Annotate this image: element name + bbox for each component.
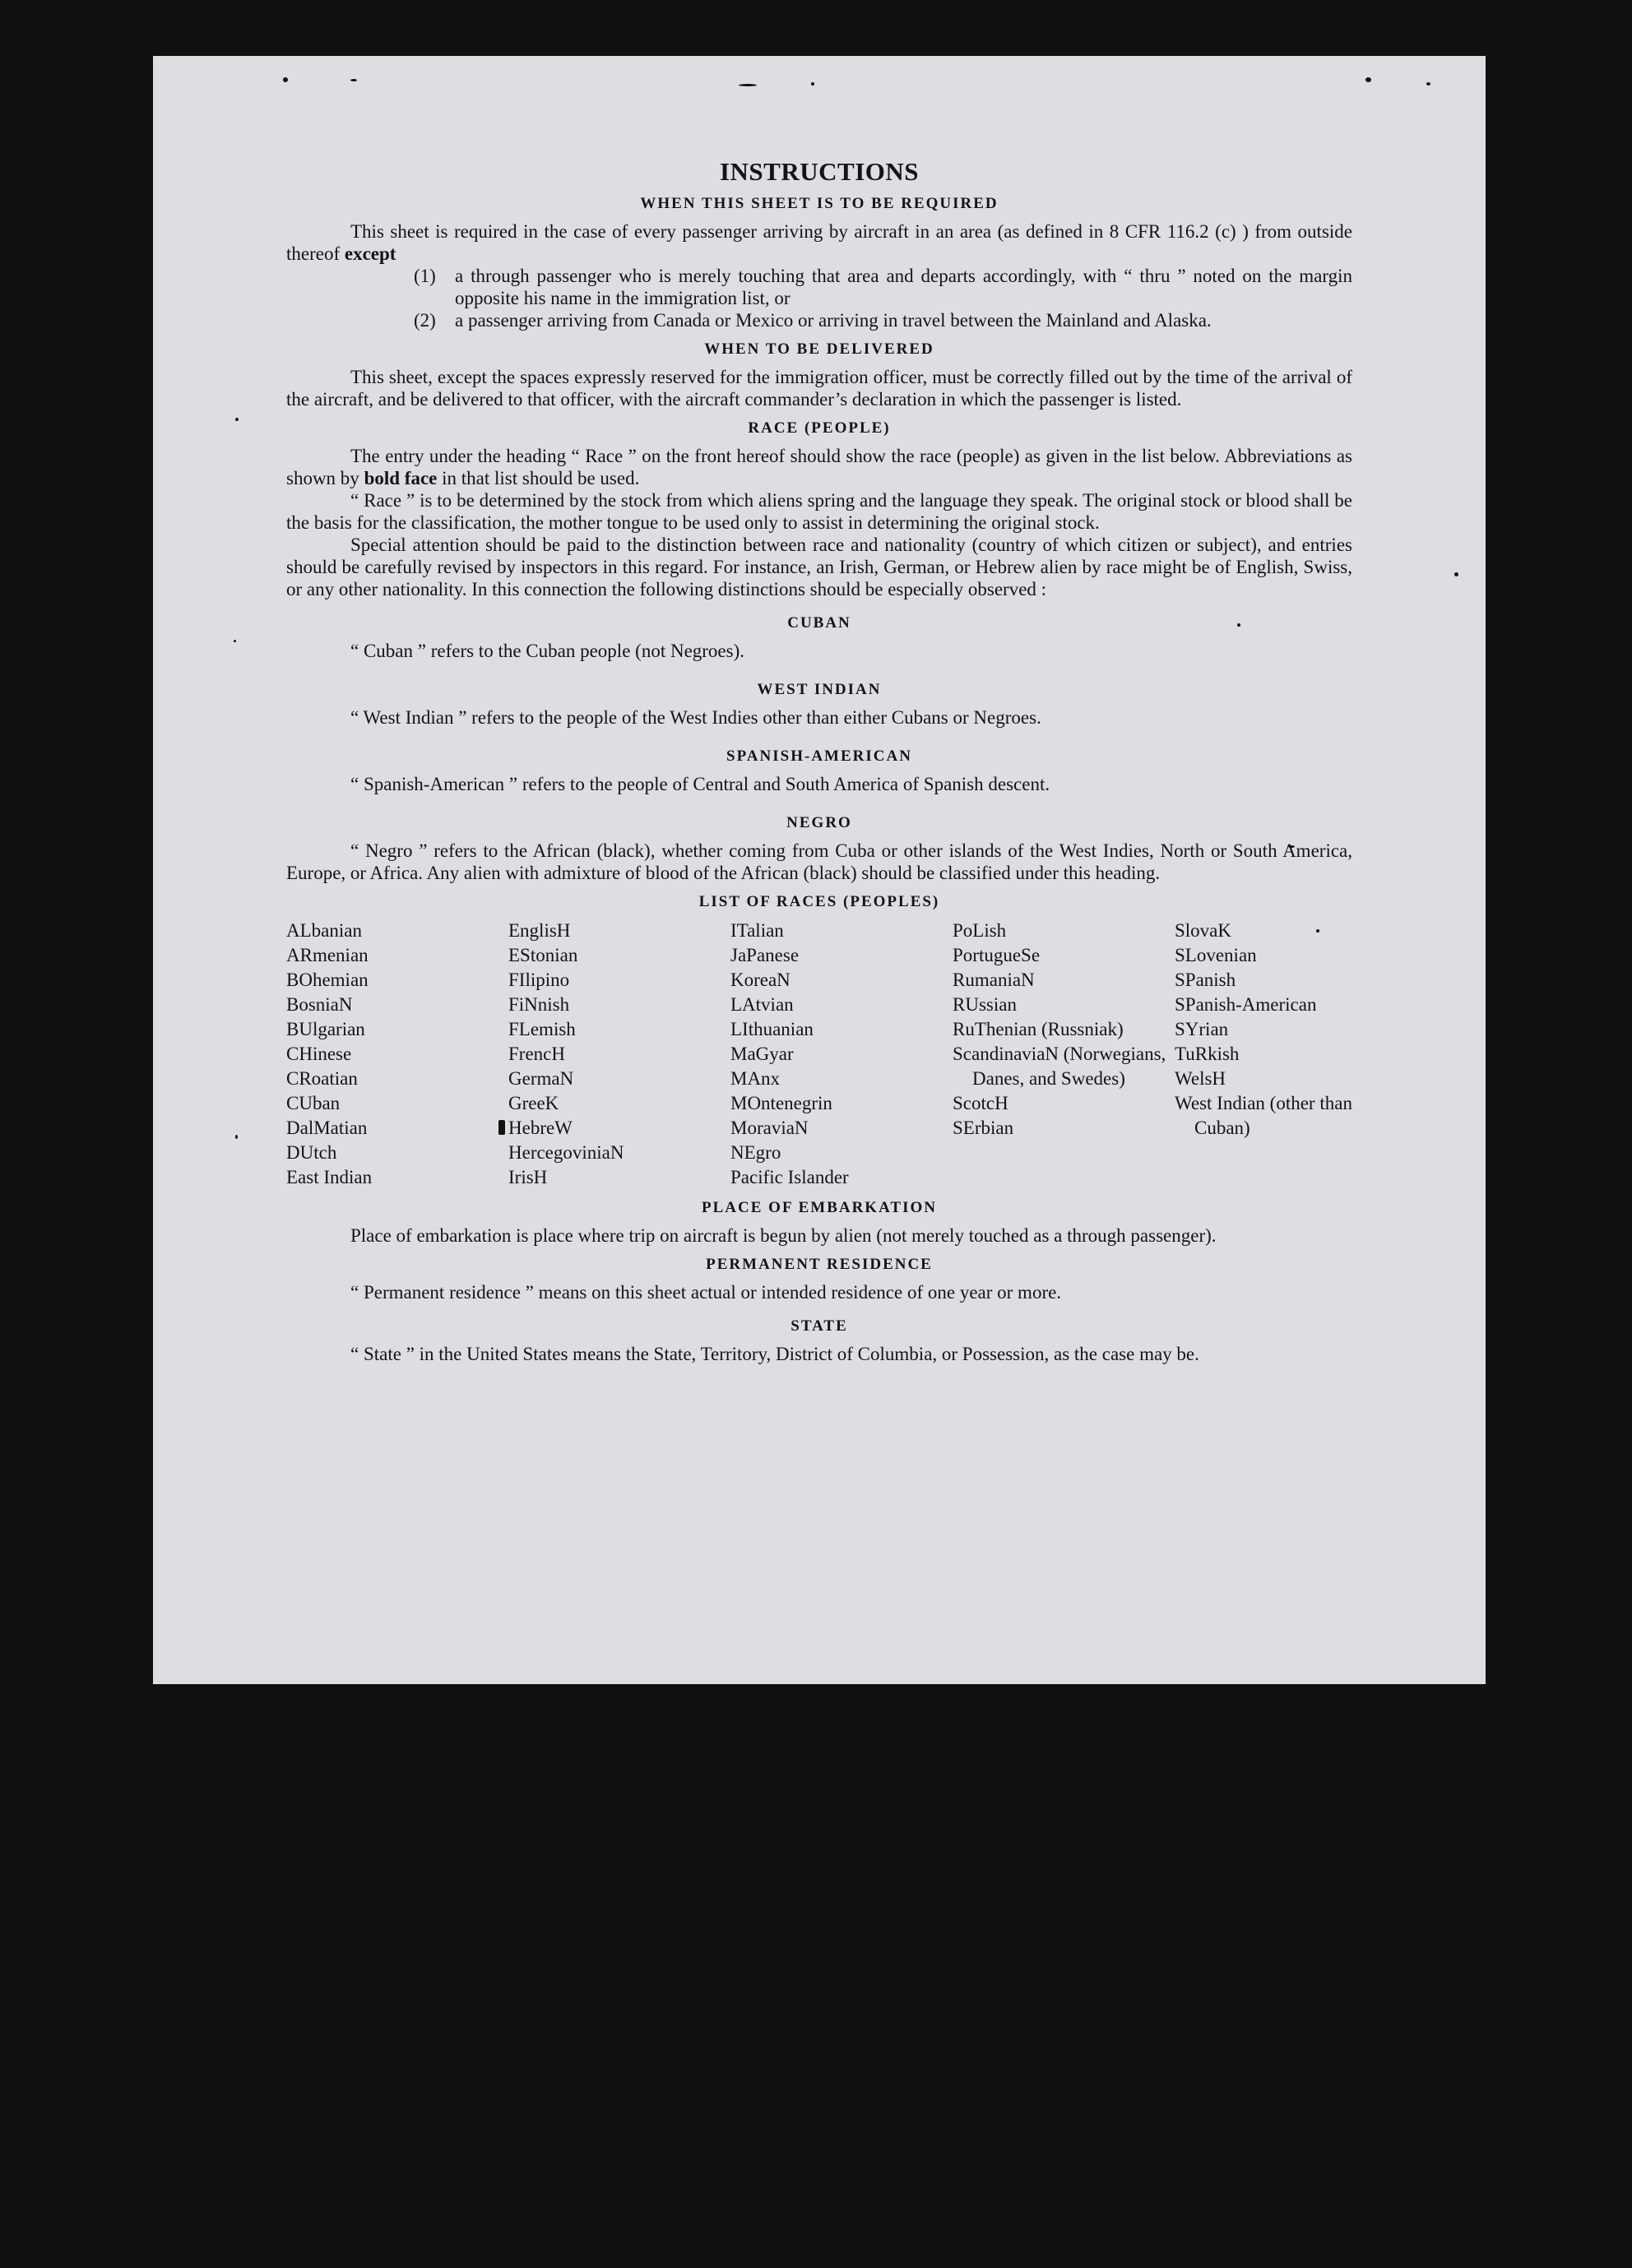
heading-place-of-embarkation: PLACE OF EMBARKATION (702, 1199, 937, 1216)
heading-west-indian: WEST INDIAN (757, 681, 882, 698)
race-entry: LAtvian (730, 994, 794, 1015)
race-entry: MoraviaN (730, 1118, 809, 1138)
heading-when-required: WHEN THIS SHEET IS TO BE REQUIRED (640, 195, 999, 212)
race-entry: IrisH (508, 1167, 548, 1187)
exception-item-1 (414, 265, 1352, 309)
instructions-content (286, 158, 1352, 1365)
race-entry: GermaN (508, 1068, 574, 1089)
heading-when-delivered: WHEN TO BE DELIVERED (704, 340, 934, 358)
race-entry: TuRkish (1175, 1044, 1240, 1064)
heading-spanish-american: SPANISH-AMERICAN (726, 748, 912, 765)
required-intro-text: This sheet is required in the case of every passenger arriving by aircraft in an area (as defined in 8 CFR 116.2 (c) ) from outside thereof (286, 221, 1352, 264)
race-entry: FrencH (508, 1044, 565, 1064)
races-column-1 (286, 919, 508, 1190)
race-entry: RumaniaN (953, 970, 1035, 990)
race-entry: MaGyar (730, 1044, 794, 1064)
exception-1-text: a through passenger who is merely touching that area and departs accordingly, with “ thru ” noted on the margin opposite his name in the immigration list, or (455, 266, 1352, 308)
race-entry: CHinese (286, 1044, 352, 1064)
race-entry: SPanish-American (1175, 994, 1317, 1015)
race-entry: NEgro (730, 1142, 781, 1163)
heading-race: RACE (PEOPLE) (748, 419, 891, 437)
race-entry: SYrian (1175, 1019, 1229, 1039)
heading-negro: NEGRO (786, 814, 852, 831)
residence-text: “ Permanent residence ” means on this sheet actual or intended residence of one year or more. (350, 1282, 1062, 1303)
heading-list-of-races: LIST OF RACES (PEOPLES) (698, 893, 940, 910)
race-entry: FLemish (508, 1019, 576, 1039)
race-p1-start: The entry under the heading “ Race ” on the front hereof should show the race (people) as given in the list below. Abbreviations as shown by (286, 446, 1352, 488)
required-except: except (344, 243, 396, 264)
race-entry: PortugueSe (953, 945, 1041, 965)
race-entry: PoLish (953, 920, 1007, 941)
race-entry: MOntenegrin (730, 1093, 832, 1113)
race-entry: ScotcH (953, 1093, 1008, 1113)
race-entry: ARmenian (286, 945, 369, 965)
race-entry: GreeK (508, 1093, 559, 1113)
race-entry: MAnx (730, 1068, 781, 1089)
race-paragraph-1 (286, 445, 1352, 489)
race-entry: FiNnish (508, 994, 570, 1015)
race-entry: ITalian (730, 920, 784, 941)
race-paragraph-3: Special attention should be paid to the distinction between race and nationality (country of which citizen or subject), and entries should be carefully revised by inspectors in this regard. For instance, an Irish, German, or Hebrew alien by race might be of English, Swiss, or any other nationality. In this connection the following distinctions should be especially observed : (286, 535, 1352, 599)
races-column-5 (1175, 919, 1352, 1190)
race-entry: FIlipino (508, 970, 570, 990)
race-entry: DUtch (286, 1142, 337, 1163)
race-entry: CRoatian (286, 1068, 358, 1089)
race-entry: HercegoviniaN (508, 1142, 624, 1163)
delivered-text: This sheet, except the spaces expressly reserved for the immigration officer, must be correctly filled out by the time of the arrival of the aircraft, and be delivered to that officer, with the aircraft commander’s declaration in which the passenger is listed. (286, 367, 1352, 410)
races-table (286, 919, 1352, 1190)
race-entry: HebreW (508, 1118, 573, 1138)
race-entry: RUssian (953, 994, 1017, 1015)
spanish-american-text: “ Spanish-American ” refers to the people of Central and South America of Spanish descent. (350, 774, 1050, 794)
race-entry: LIthuanian (730, 1019, 814, 1039)
race-entry: EnglisH (508, 920, 571, 941)
race-entry: CUban (286, 1093, 341, 1113)
document-title: INSTRUCTIONS (719, 157, 919, 186)
race-entry: Pacific Islander (730, 1167, 849, 1187)
heading-cuban: CUBAN (787, 614, 851, 632)
exception-2-number: (2) (414, 310, 436, 331)
race-entry: ScandinaviaN (Norwegians, Danes, and Swedes) (953, 1044, 1166, 1089)
exception-item-2 (414, 309, 1352, 331)
races-column-3 (730, 919, 953, 1190)
embarkation-text: Place of embarkation is place where trip on aircraft is begun by alien (not merely touched as a through passenger). (350, 1225, 1217, 1246)
race-paragraph-2: “ Race ” is to be determined by the stock from which aliens spring and the language they speak. The original stock or blood shall be the basis for the classification, the mother tongue to be used only to assist in determining the original stock. (286, 490, 1352, 533)
heading-state: STATE (790, 1317, 848, 1335)
race-p1-bold: bold face (364, 468, 438, 488)
race-entry: SErbian (953, 1118, 1014, 1138)
race-entry: DalMatian (286, 1118, 368, 1138)
west-indian-text: “ West Indian ” refers to the people of the West Indies other than either Cubans or Negroes. (350, 707, 1041, 728)
races-column-2 (508, 919, 730, 1190)
heading-permanent-residence: PERMANENT RESIDENCE (706, 1256, 933, 1273)
race-entry: SPanish (1175, 970, 1236, 990)
race-entry: West Indian (other than Cuban) (1175, 1093, 1352, 1138)
race-entry: BUlgarian (286, 1019, 365, 1039)
race-entry: RuThenian (Russniak) (953, 1019, 1124, 1039)
state-text: “ State ” in the United States means the State, Territory, District of Columbia, or Possession, as the case may be. (350, 1344, 1199, 1364)
race-entry: SlovaK (1175, 920, 1231, 941)
race-entry: BosniaN (286, 994, 353, 1015)
race-entry: BOhemian (286, 970, 369, 990)
document-sheet (153, 56, 1486, 1684)
race-entry: JaPanese (730, 945, 800, 965)
cuban-text: “ Cuban ” refers to the Cuban people (not Negroes). (350, 641, 745, 661)
race-entry: East Indian (286, 1167, 373, 1187)
race-entry: EStonian (508, 945, 578, 965)
race-entry: SLovenian (1175, 945, 1257, 965)
exception-1-number: (1) (414, 266, 436, 286)
required-intro (286, 220, 1352, 265)
races-column-4 (953, 919, 1175, 1190)
race-entry: ALbanian (286, 920, 362, 941)
exception-2-text: a passenger arriving from Canada or Mexico or arriving in travel between the Mainland and Alaska. (455, 310, 1212, 331)
race-entry: KoreaN (730, 970, 790, 990)
negro-text: “ Negro ” refers to the African (black), whether coming from Cuba or other islands of the West Indies, North or South America, Europe, or Africa. Any alien with admixture of blood of the African (black) should be classified under this heading. (286, 840, 1352, 883)
race-entry: WelsH (1175, 1068, 1226, 1089)
race-p1-end: in that list should be used. (442, 468, 640, 488)
